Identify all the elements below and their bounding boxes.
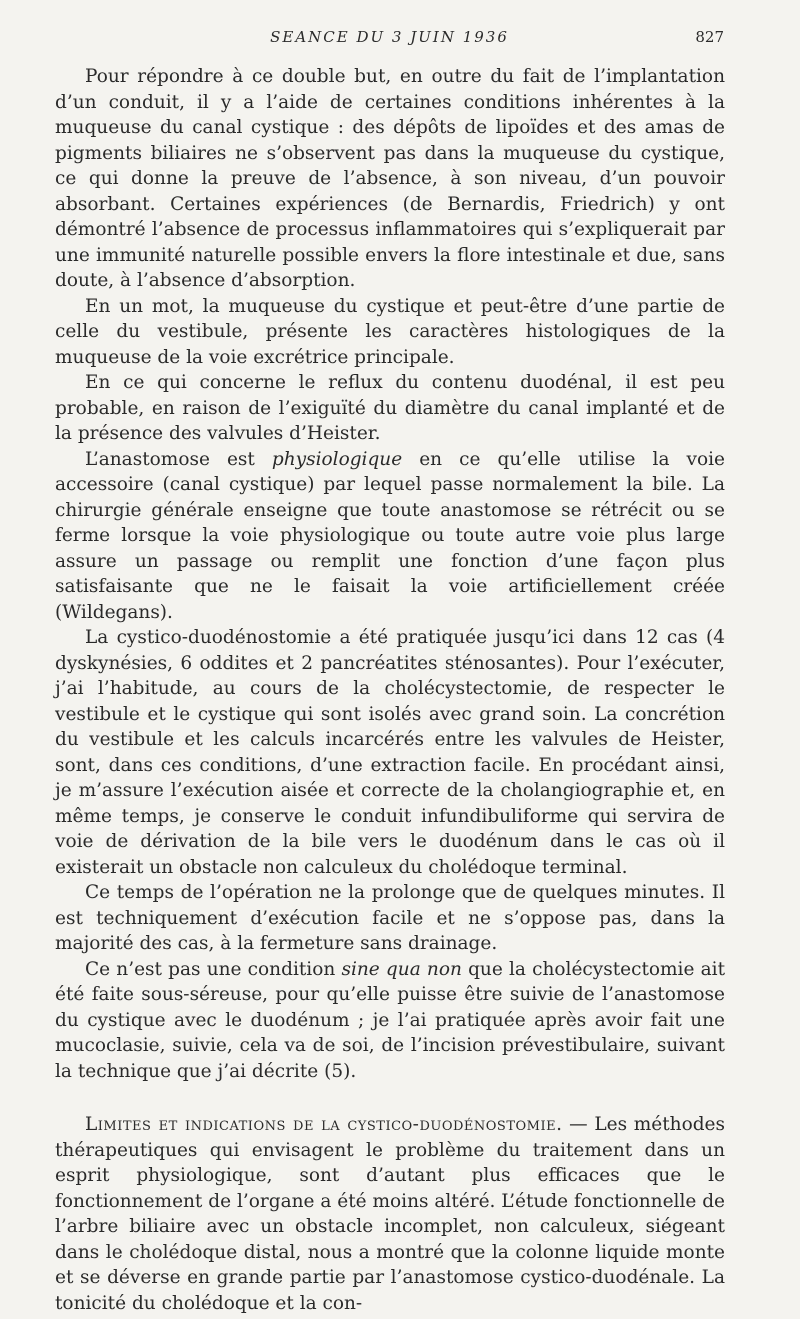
paragraph-text: L’anastomose est <box>85 448 272 470</box>
paragraph-text: que la cholécystectomie ait été faite sous-séreuse, pour qu’elle puisse être suivie de l’anastomose du cystique avec le duodénum ; je l’ai pratiquée après avoir fait une mucoclasie, suivie, cela va de soi, de l’incision prévestibulaire, suivant la technique que j’ai décrite (5). <box>55 958 725 1082</box>
section-heading: Limites et indications de la cystico-duodénostomie. <box>85 1114 563 1135</box>
section-text: — Les méthodes thérapeutiques qui envisagent le problème du traitement dans un esprit physiologique, sont d’autant plus efficaces que le fonctionnement de l’organe a été moins altéré. L’étude fonctionnelle de l’arbre biliaire avec un obstacle incomplet, non calculeux, siégeant dans le cholédoque distal, nous a montré que la colonne liquide monte et se déverse en grande partie par l’anastomose cystico-duodénale. La tonicité du cholédoque et la con- <box>55 1114 726 1314</box>
paragraph: Pour répondre à ce double but, en outre du fait de l’implantation d’un conduit, il y a l’aide de certaines conditions inhérentes à la muqueuse du canal cystique : des dépôts de lipoïdes et des amas de pigments biliaires ne s’observent pas dans la muqueuse du cystique, ce qui donne la preuve de l’absence, à son niveau, d’un pouvoir absorbant. Certaines expériences (de Bernardis, Friedrich) y ont démontré l’absence de processus inflammatoires qui s’expliquerait par une immunité naturelle possible envers la flore intestinale et due, sans doute, à l’absence d’absorption. <box>55 66 725 291</box>
body-text <box>55 64 725 1316</box>
section-paragraph <box>55 1112 725 1316</box>
paragraph: La cystico-duodénostomie a été pratiquée jusqu’ici dans 12 cas (4 dyskynésies, 6 oddites et 2 pancréatites sténosantes). Pour l’exécuter, j’ai l’habitude, au cours de la cholécystectomie, de respecter le vestibule et le cystique qui sont isolés avec grand soin. La concrétion du vestibule et les calculs incarcérés entre les valvules de Heister, sont, dans ces conditions, d’une extraction facile. En procédant ainsi, je m’assure l’exécution aisée et correcte de la cholangiographie et, en même temps, je conserve le conduit infundibuliforme qui servira de voie de dérivation de la bile vers le duodénum dans le cas où il existerait un obstacle non calculeux du cholédoque terminal. <box>55 627 725 878</box>
paragraph <box>55 447 725 626</box>
page-header <box>55 28 724 58</box>
emphasis-text: physiologique <box>271 448 403 470</box>
paragraph-text: Ce n’est pas une condition <box>85 958 342 980</box>
emphasis-text: sine qua non <box>341 958 462 980</box>
page-number: 827 <box>695 28 724 46</box>
paragraph <box>55 957 725 1085</box>
paragraph: En ce qui concerne le reflux du contenu duodénal, il est peu probable, en raison de l’exiguïté du diamètre du canal implanté et de la présence des valvules d’Heister. <box>55 372 725 444</box>
paragraph: Ce temps de l’opération ne la prolonge que de quelques minutes. Il est techniquement d’exécution facile et ne s’oppose pas, dans la majorité des cas, à la fermeture sans drainage. <box>55 882 725 954</box>
paragraph-text: en ce qu’elle utilise la voie accessoire (canal cystique) par lequel passe normalement la bile. La chirurgie générale enseigne que toute anastomose se rétrécit ou se ferme lorsque la voie physiologique ou toute autre voie plus large assure un passage ou remplit une fonction d’une façon plus satisfaisante que ne le faisait la voie artificiellement créée (Wildegans). <box>55 448 725 623</box>
running-head: SEANCE DU 3 JUIN 1936 <box>270 28 509 46</box>
paragraph: En un mot, la muqueuse du cystique et peut-être d’une partie de celle du vestibule, présente les caractères histologiques de la muqueuse de la voie excrétrice principale. <box>55 295 725 368</box>
